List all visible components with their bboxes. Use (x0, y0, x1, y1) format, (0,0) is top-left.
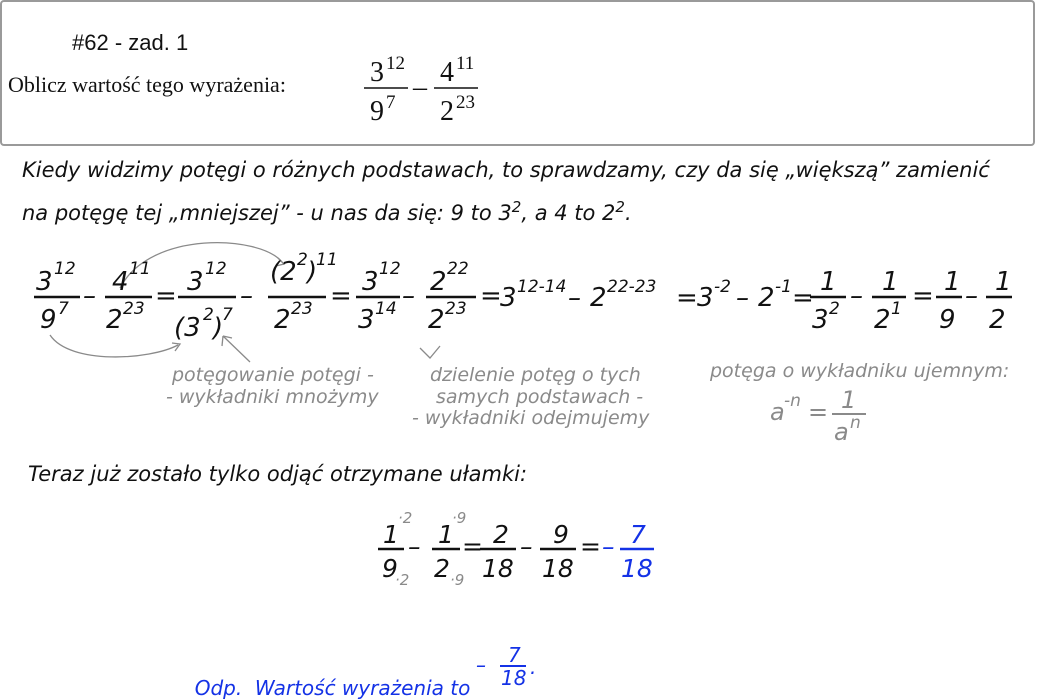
op-eq-3: = (480, 281, 502, 311)
t6-num: 2 (430, 267, 447, 297)
t7-base-2: 2 (590, 283, 607, 313)
t2-num-exp: 11 (129, 259, 151, 279)
task-prompt: Oblicz wartość tego wyrażenia: (8, 72, 286, 97)
f3-den: 18 (482, 554, 514, 583)
task-number: #62 - zad. 1 (72, 30, 189, 55)
neg-num: 1 (841, 386, 857, 414)
t9-den-exp: 2 (829, 299, 840, 319)
t3-num-exp: 12 (205, 259, 227, 279)
neg-exp: -n (784, 391, 801, 411)
result-den: 18 (621, 554, 653, 583)
negative-exponent-formula (766, 380, 886, 450)
t10-den-exp: 1 (891, 299, 902, 319)
f2-den-mult: ·9 (450, 571, 465, 589)
sub-eq-2: = (580, 532, 601, 561)
op-minus-7: – (965, 281, 978, 311)
note-division-3: - wykładniki odejmujemy (412, 407, 650, 429)
sub-minus-1: – (408, 532, 421, 561)
t4-num-close: ) (307, 257, 318, 287)
t1-num: 3 (36, 267, 53, 297)
t4-den: 2 (274, 305, 291, 335)
op-eq-6: = (912, 281, 934, 311)
t3-den-close: ) (213, 313, 224, 343)
t1-den: 9 (40, 305, 57, 335)
expr-minus: – (413, 72, 427, 103)
note-negative-exponent: potęga o wykładniku ujemnym: (710, 360, 1010, 382)
t4-den-exp: 23 (291, 299, 313, 319)
expr-base-4: 2 (440, 96, 454, 127)
t9-num: 1 (820, 267, 837, 297)
intro-sup-2: 2 (615, 198, 625, 216)
t10-num: 1 (882, 267, 899, 297)
t4-num-exp: 11 (316, 250, 338, 270)
t4-num-base: (2 (270, 257, 297, 287)
result-sign: – (602, 532, 615, 561)
t3-num: 3 (187, 267, 204, 297)
t5-den: 3 (358, 305, 375, 335)
t7-base-1: 3 (500, 283, 517, 313)
op-minus-1: – (83, 281, 96, 311)
f2-num: 1 (438, 520, 454, 549)
expr-exp-4: 23 (456, 92, 475, 113)
t2-den: 2 (106, 305, 123, 335)
t3-den-base: (3 (174, 313, 201, 343)
t5-den-exp: 14 (375, 299, 397, 319)
t11-den: 9 (939, 305, 956, 335)
t4-num-inner-exp: 2 (297, 250, 308, 270)
neg-eq: = (808, 398, 829, 426)
t6-den-exp: 23 (445, 299, 467, 319)
t2-num: 4 (112, 267, 129, 297)
intro-line-2-b: , a 4 to 2 (521, 201, 616, 225)
expr-exp-2: 7 (386, 92, 396, 113)
neg-base: a (770, 398, 785, 426)
expr-exp-1: 12 (386, 53, 405, 74)
t9-den: 3 (812, 305, 829, 335)
f3-num: 2 (493, 520, 509, 549)
t10-den: 2 (874, 305, 891, 335)
t8-exp-1: -2 (714, 277, 731, 297)
subtraction-intro: Teraz już zostało tylko odjąć otrzymane ułamki: (28, 462, 528, 486)
op-eq-5: = (792, 283, 814, 313)
t6-den: 2 (428, 305, 445, 335)
t6-num-exp: 22 (447, 259, 469, 279)
expr-exp-3: 11 (456, 53, 475, 74)
answer-num: 7 (508, 644, 521, 667)
note-division-2: samych podstawach - (436, 386, 644, 408)
t3-den-exp: 7 (222, 305, 233, 325)
note-power-of-power-1: potęgowanie potęgi - (172, 364, 374, 386)
t5-num-exp: 12 (379, 259, 401, 279)
answer-den: 18 (501, 666, 527, 687)
neg-den-exp: n (850, 413, 861, 433)
result-num: 7 (630, 520, 646, 549)
note-division-1: dzielenie potęg o tych (430, 364, 641, 386)
subtraction-equation (370, 505, 670, 590)
t7-exp-1: 12-14 (517, 277, 567, 297)
answer-sign: – (476, 653, 486, 677)
t1-num-exp: 12 (54, 259, 76, 279)
expr-base-2: 9 (370, 96, 384, 127)
op-eq-4: = (676, 283, 698, 313)
intro-sup-1: 2 (511, 198, 522, 216)
t12-num: 1 (995, 267, 1012, 297)
op-minus-3: – (402, 281, 415, 311)
f1-den-mult: ·2 (395, 571, 410, 589)
intro-line-2-c: . (624, 201, 632, 225)
note-power-of-power-2: - wykładniki mnożymy (166, 386, 379, 408)
f2-den: 2 (434, 554, 450, 583)
t8-exp-2: -1 (775, 277, 792, 297)
op-minus-6: – (850, 281, 863, 311)
f4-den: 18 (542, 554, 574, 583)
t2-den-exp: 23 (123, 299, 145, 319)
f1-den: 9 (382, 554, 398, 583)
f1-num: 1 (383, 520, 399, 549)
t11-num: 1 (944, 267, 961, 297)
neg-den: a (834, 418, 849, 446)
sub-minus-2: – (520, 532, 533, 561)
t3-den-inner-exp: 2 (203, 305, 214, 325)
t7-exp-2: 22-23 (607, 277, 657, 297)
f2-num-mult: ·9 (452, 509, 467, 527)
t5-num: 3 (362, 267, 379, 297)
op-minus-4: – (568, 283, 581, 313)
op-minus-2: – (240, 281, 253, 311)
t12-den: 2 (989, 305, 1006, 335)
answer-dot: . (530, 655, 537, 679)
answer-line (182, 652, 477, 700)
answer-text: Odp. Wartość wyrażenia to (194, 676, 477, 700)
op-eq-2: = (330, 281, 352, 311)
expr-base-1: 3 (370, 57, 384, 88)
expr-base-3: 4 (440, 57, 454, 88)
f1-num-mult: ·2 (398, 509, 413, 527)
t8-base-2: 2 (758, 283, 775, 313)
intro-line-1: Kiedy widzimy potęgi o różnych podstawach, to sprawdzamy, czy da się „większą” zamienić (22, 158, 990, 182)
t1-den-exp: 7 (58, 299, 69, 319)
op-eq-1: = (155, 281, 177, 311)
intro-line-2-a: na potęgę tej „mniejszej” - u nas da się: 9 to 3 (22, 201, 512, 225)
t8-base-1: 3 (697, 283, 714, 313)
f4-num: 9 (553, 520, 569, 549)
answer-fraction (470, 644, 550, 687)
sub-eq-1: = (462, 532, 483, 561)
op-minus-5: – (736, 283, 749, 313)
